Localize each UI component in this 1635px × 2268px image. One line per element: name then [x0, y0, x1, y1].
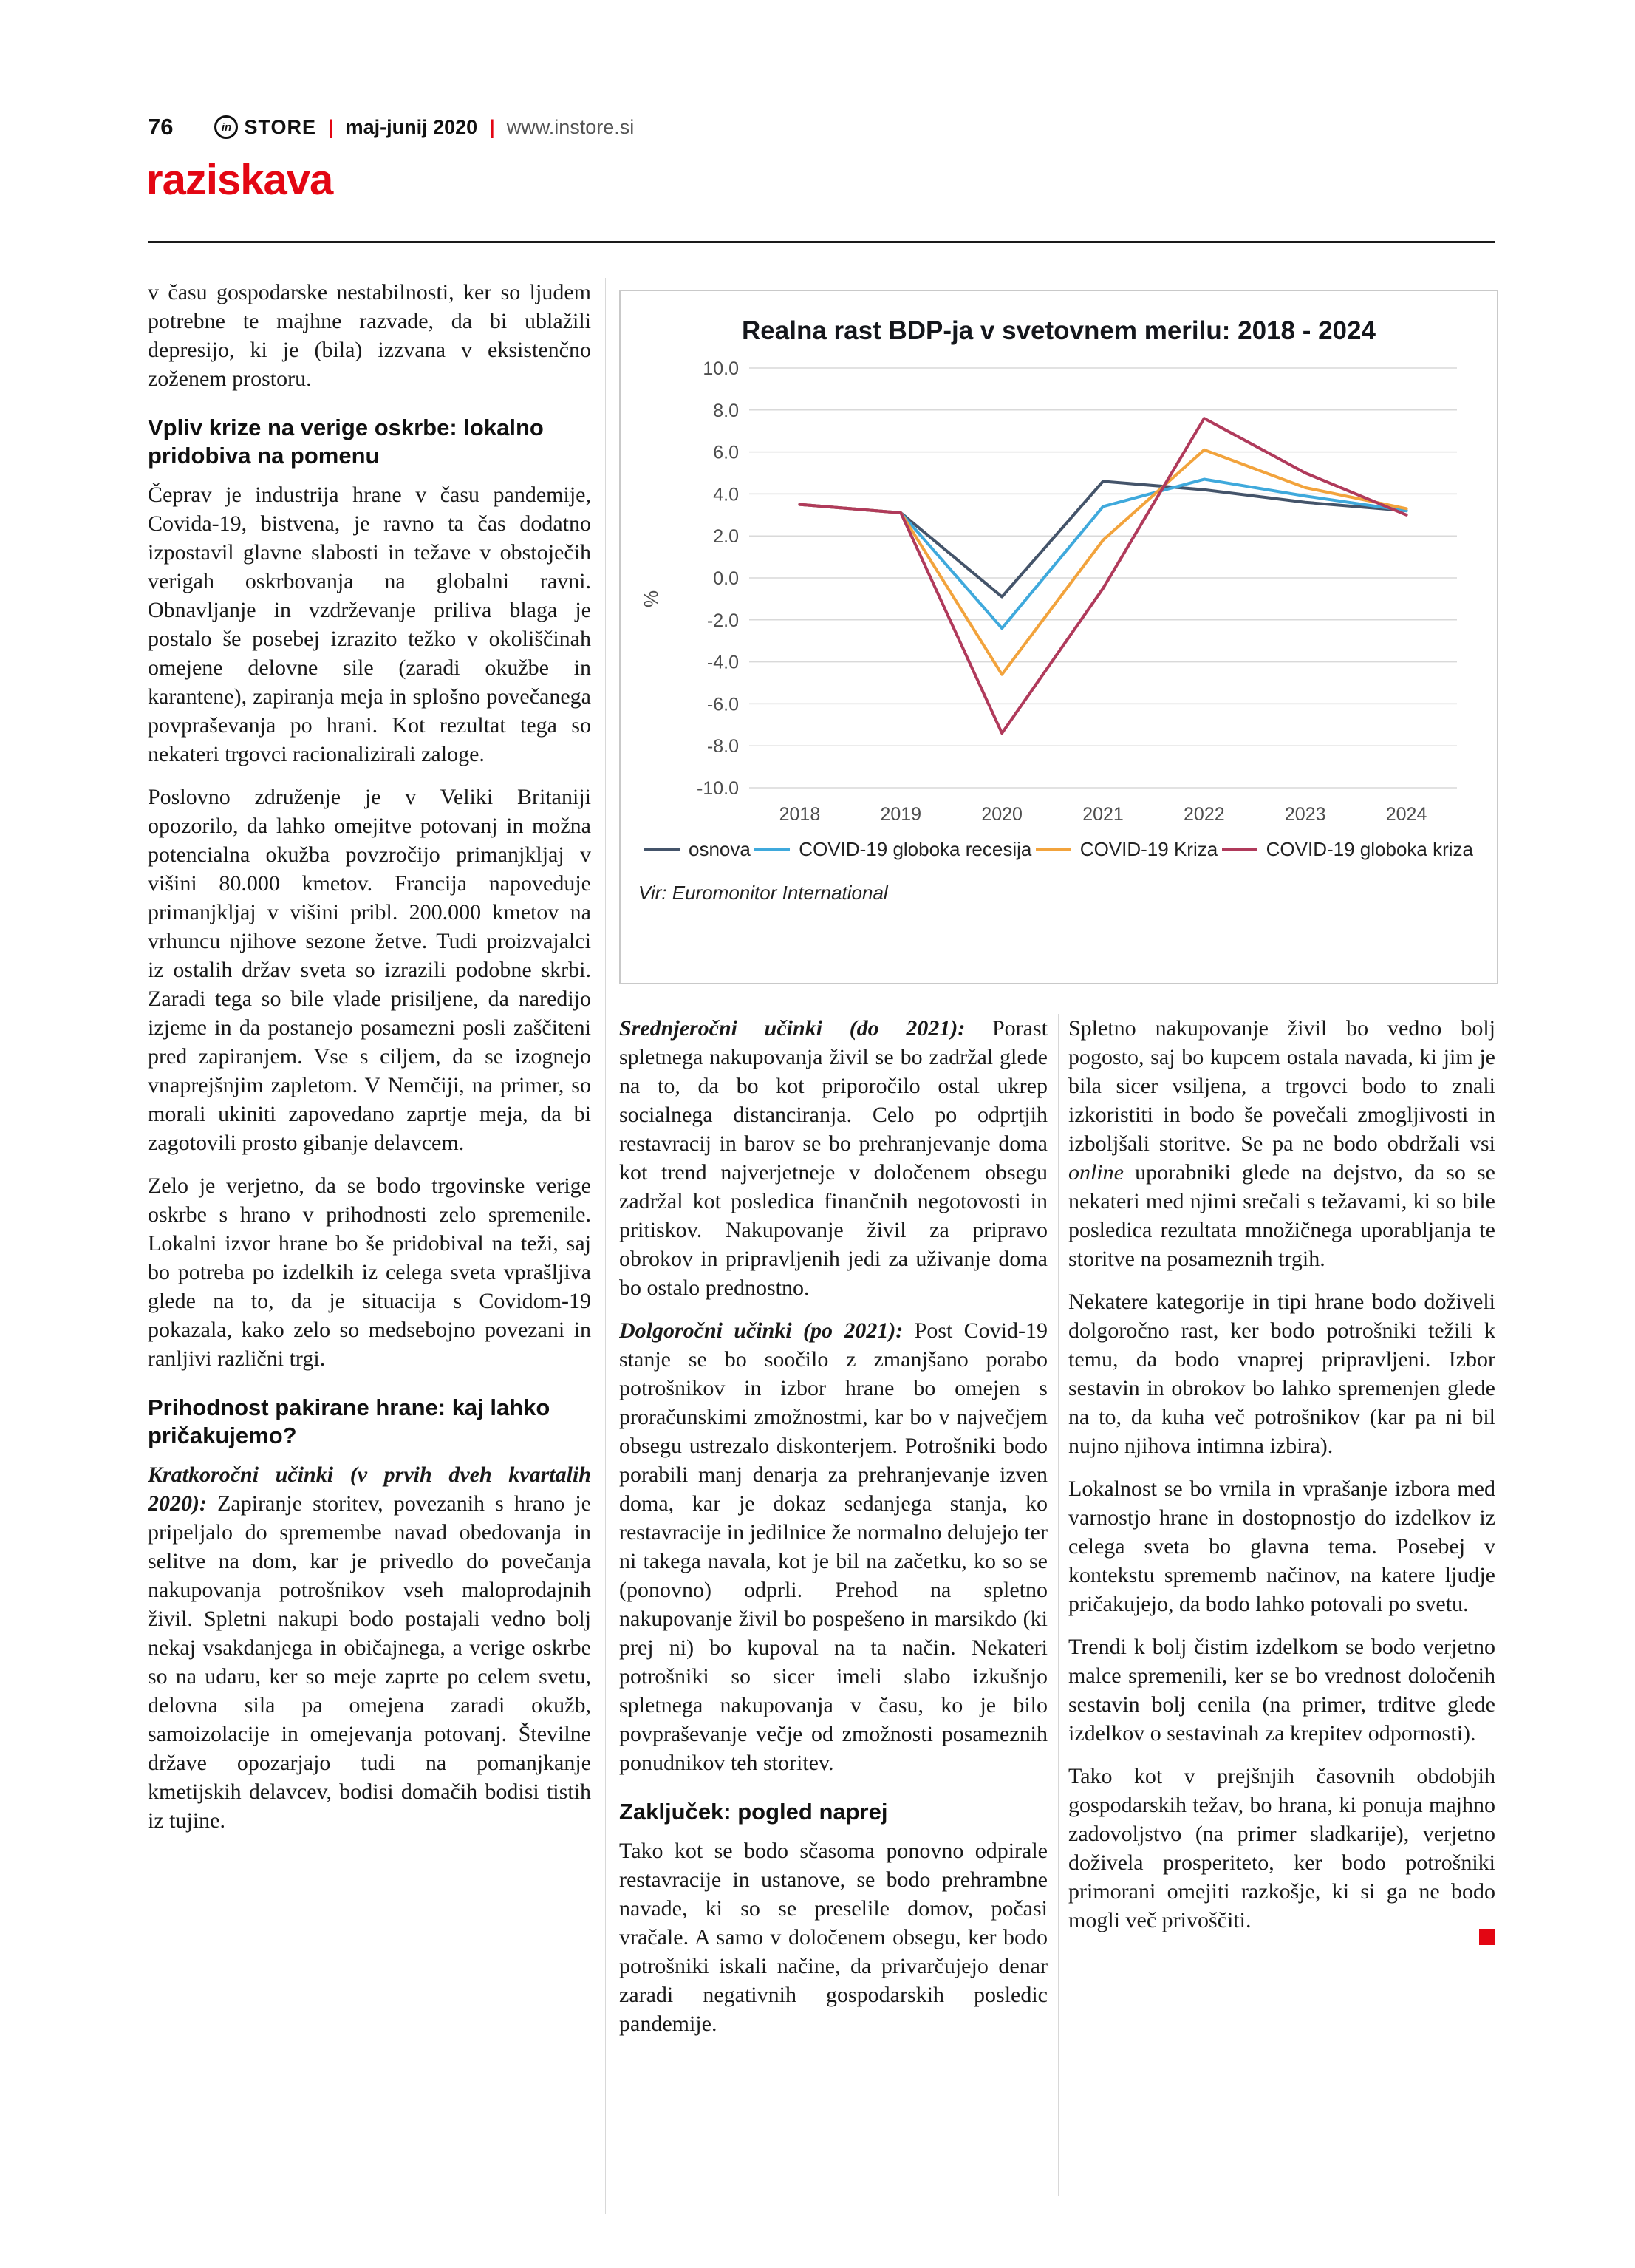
masthead-separator: |: [328, 115, 334, 138]
paragraph-text: Post Covid-19 stanje se bo soočilo z zmanjšano porabo potrošnikov in izbor hrane bo omejen s proračunskimi zmožnostmi, kar bo v največjem obsegu ustrezalo diskonterjem. Potrošniki bodo porabili manj denarja za prehranjevanje izven doma, kar je dokaz sedanjega stanja, ko restavracije in jedilnice že normalno delujejo ter ni takega navala, kot je bil na začetku, ko so se (ponovno) odprli. Prehod na spletno nakupovanje živil bo pospešeno in marsikdo (ki prej ni) bo kupoval na ta način. Nekateri potrošniki so sicer imeli slabo izkušnjo spletnega nakupovanja v času, ko je bilo povpraševanje večje od zmožnosti posameznih ponudnikov teh storitev.: [619, 1318, 1048, 1775]
svg-text:-4.0: -4.0: [706, 652, 739, 673]
end-of-article-marker: [1479, 1929, 1495, 1945]
chart-plot-area: [638, 355, 1479, 834]
masthead: [148, 111, 634, 143]
logo-in-text: in: [221, 120, 232, 134]
paragraph: Tako kot se bodo sčasoma ponovno odpirale restavracije in ustanove, se bodo prehrambne navade, ki so se preselile domov, počasi vračale. A samo v določenem obsegu, ker bodo potrošniki iskali načine, da privarčujejo denar zaradi negativnih gospodarskih posledic pandemije.: [619, 1839, 1048, 2036]
legend-item: [1222, 838, 1473, 861]
svg-text:-6.0: -6.0: [706, 694, 739, 715]
instore-logo: [214, 115, 316, 139]
right-column: [1068, 1014, 1495, 2255]
svg-text:2018: 2018: [779, 804, 821, 825]
paragraph: v času gospodarske nestabilnosti, ker so ljudem potrebne te majhne razvade, da bi ublažili depresijo, ki je (bila) izzvana v eksistenčno zoženem prostoru.: [148, 280, 591, 391]
subheading-supply-chains: Vpliv krize na verige oskrbe: lokalno pridobiva na pomenu: [148, 415, 544, 469]
paragraph: Lokalnost se bo vrnila in vprašanje izbora med varnostjo hrane in dostopnostjo do izdelkov iz celega sveta bo glavna tema. Posebej v kontekstu sprememb načinov, na katere ljudje pričakujejo, da bodo lahko potovali po svetu.: [1068, 1477, 1495, 1616]
svg-text:4.0: 4.0: [713, 484, 739, 505]
svg-text:10.0: 10.0: [703, 358, 739, 379]
masthead-separator: |: [489, 115, 495, 138]
paragraph: Čeprav je industrija hrane v času pandemije, Covida-19, bistvena, je ravno ta čas dodatno izpostavil glavne slabosti in težave v obstoječih verigah oskrbovanja na globalni ravni. Obnavljanje in vzdrževanje priliva blaga je postalo še posebej izrazito težko v okoliščinah omejene delovne sile (zaradi okužbe in karantene), zapiranja meja in splošno povečanega povpraševanja po hrani. Kot rezultat tega so nekateri trgovci racionalizirali zaloge.: [148, 483, 591, 766]
paragraph-lead: Srednjeročni učinki (do 2021):: [619, 1016, 966, 1041]
legend-label: osnova: [689, 838, 751, 860]
legend-line-swatch: [644, 848, 680, 851]
svg-text:2021: 2021: [1082, 804, 1124, 825]
column-divider: [1058, 1014, 1059, 2196]
legend-label: COVID-19 globoka recesija: [799, 838, 1032, 860]
chart-legend: [638, 838, 1479, 861]
svg-text:2019: 2019: [880, 804, 922, 825]
legend-line-swatch: [1222, 848, 1257, 851]
paragraph: Nekatere kategorije in tipi hrane bodo doživeli dolgoročno rast, ker bodo potrošniki težili k temu, da bodo vnaprej pripravljeni. Izbor sestavin in obrokov bo lahko spremenjen glede na to, da kuha več potrošnikov (kar pa ni bil nujno njihova intimna izbira).: [1068, 1290, 1495, 1458]
svg-text:-10.0: -10.0: [697, 778, 739, 799]
svg-text:-2.0: -2.0: [706, 610, 739, 631]
paragraph: Zelo je verjetno, da se bodo trgovinske verige oskrbe s hrano v prihodnosti zelo spremenile. Lokalni izvor hrane bo še pridobival na teži, saj bo potreba po izdelkih iz celega sveta vprašljiva glede na to, da je situacija s Covidom-19 pokazala, kako zelo so medsebojno povezani in ranljivi različni trgi.: [148, 1174, 591, 1371]
page-number: 76: [148, 114, 174, 140]
legend-line-swatch: [754, 848, 790, 851]
paragraph: [148, 1460, 591, 1835]
paragraph-lead: Dolgoročni učinki (po 2021):: [619, 1318, 904, 1343]
paragraph: Poslovno združenje je v Veliki Britaniji opozorilo, da lahko omejitve potovanj in možna potencialna okužba povzročijo primanjkljaj v višini 80.000 kmetov. Francija napoveduje primanjkljaj v višini pribl. 200.000 kmetov na vrhuncu njihove sezone žetve. Tudi proizvajalci iz ostalih držav sveta so izrazili podobne skrbi. Zaradi tega so bile vlade prisiljene, da naredijo izjeme in da postanejo posamezni posli zaščiteni pred zapiranjem. Vse s ciljem, da se izognejo vnaprejšnjim zapletom. V Nemčiji, na primer, so morali ukiniti zapovedano zaprtje meja, da bi zagotovili prosto gibanje delavcem.: [148, 785, 591, 1155]
svg-text:2024: 2024: [1385, 804, 1427, 825]
column-divider: [605, 278, 606, 2214]
paragraph-text: Porast spletnega nakupovanja živil se bo zadržal glede na to, da bo kot priporočilo ostal ukrep socialnega distanciranja. Celo po odprtjih restavracij in barov se bo prehranjevanje doma kot trend najverjetneje v določenem obsegu zadržal kot posledica finančnih negotovosti in pritiskov. Nakupovanje živil za pripravo obrokov in pripravljenih jedi za uživanje doma bo ostalo prednostno.: [619, 1016, 1048, 1300]
chart-title: Realna rast BDP-ja v svetovnem merilu: 2018 - 2024: [742, 316, 1376, 345]
svg-text:2020: 2020: [981, 804, 1023, 825]
svg-text:8.0: 8.0: [713, 400, 739, 421]
svg-text:2022: 2022: [1184, 804, 1225, 825]
paragraph-lead: Kratkoročni učinki (v prvih dveh kvartalih 2020):: [148, 1462, 591, 1516]
svg-text:-8.0: -8.0: [706, 736, 739, 757]
svg-text:2.0: 2.0: [713, 526, 739, 548]
subheading-conclusion: Zaključek: pogled naprej: [619, 1799, 888, 1825]
legend-line-swatch: [1036, 848, 1071, 851]
paragraph-text: Spletno nakupovanje živil bo vedno bolj pogosto, saj bo kupcem ostala navada, ki jim je bila sicer vsiljena, a trgovci bodo to znali izkoristiti in bodo še povečali zmogljivosti in izboljšali storitve. Se pa ne bodo obdržali vsi: [1068, 1016, 1495, 1156]
logo-store-text: STORE: [244, 115, 317, 138]
website-link[interactable]: www.instore.si: [506, 115, 635, 138]
paragraph-text: Zapiranje storitev, povezanih s hrano je pripeljalo do spremembe navad obedovanja in selitve na dom, kar je privedlo do povečanja nakupovanja potrošnikov vseh maloprodajnih živil. Spletni nakupi bodo postajali vedno bolj nekaj vsakdanjega in običajnega, a verige oskrbe so na udaru, ker so meje zaprte po celem svetu, delovna sila pa omejena zaradi okužb, samoizolacije in omejevanja potovanj. Številne države opozarjajo tudi na pomanjkanje kmetijskih delavcev, bodisi domačih bodisi tistih iz tujine.: [148, 1491, 591, 1833]
legend-item: [644, 838, 751, 861]
gdp-growth-chart: [619, 290, 1498, 984]
paragraph-text: uporabniki glede na dejstvo, da so se nekateri med njimi srečali s težavami, ki so bile posledica rezultata množičnega uporabljanja te storitve na posameznih trgih.: [1068, 1160, 1495, 1271]
chart-source: Vir: Euromonitor International: [638, 882, 888, 904]
subheading-packaged-food: Prihodnost pakirane hrane: kaj lahko pričakujemo?: [148, 1394, 550, 1448]
paragraph: [1068, 1014, 1495, 1273]
paragraph: Tako kot v prejšnjih časovnih obdobjih gospodarskih težav, bo hrana, ki ponuja majhno zadovoljstvo (na primer sladkarije), verjetno doživela prosperiteto, ker bodo potrošniki primorani omejiti razkošje, ki si ga ne bodo mogli več privoščiti.: [1068, 1764, 1495, 1932]
middle-column: [619, 1014, 1048, 2241]
svg-text:6.0: 6.0: [713, 442, 739, 463]
issue-date: maj-junij 2020: [345, 115, 478, 138]
instore-logo-icon: [214, 115, 238, 139]
svg-text:%: %: [640, 590, 662, 607]
paragraph: [619, 1014, 1048, 1302]
legend-label: COVID-19 globoka kriza: [1266, 838, 1473, 860]
legend-label: COVID-19 Kriza: [1079, 838, 1218, 860]
legend-item: [754, 838, 1031, 861]
header-rule: [148, 241, 1495, 243]
paragraph: Trendi k bolj čistim izdelkom se bodo verjetno malce spremenili, ker se bo vrednost določenih sestavin bolj cenila (na primer, trditve glede izdelkov o sestavinah za krepitev odpornosti).: [1068, 1635, 1495, 1746]
paragraph: [619, 1316, 1048, 1777]
section-title: raziskava: [146, 156, 333, 204]
svg-text:0.0: 0.0: [713, 568, 739, 589]
legend-item: [1036, 838, 1218, 861]
italic-term: online: [1068, 1160, 1124, 1185]
svg-text:2023: 2023: [1284, 804, 1326, 825]
left-column: [148, 278, 591, 2229]
